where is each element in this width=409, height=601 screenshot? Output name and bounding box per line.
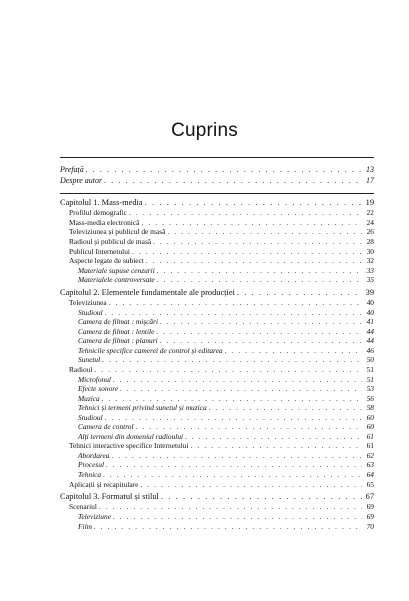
toc-entry-page: 46 xyxy=(366,345,374,355)
toc-entry-page: 13 xyxy=(366,165,374,174)
toc-entry-page: 56 xyxy=(366,393,374,403)
toc-entry xyxy=(60,346,374,356)
toc-entry xyxy=(60,237,374,247)
toc-entry xyxy=(60,422,374,432)
toc-entry-label: Aspecte legate de subiect xyxy=(69,256,144,266)
dot-leader xyxy=(156,327,362,337)
toc-entry-label: Mass-media electronică xyxy=(69,217,140,227)
toc-entry-label: Studioul xyxy=(78,307,103,317)
toc-entry-page: 40 xyxy=(366,307,374,317)
toc-entry xyxy=(60,355,374,365)
toc-entry-page: 62 xyxy=(366,450,374,460)
toc-entry-page: 17 xyxy=(366,176,374,185)
dot-leader xyxy=(237,288,362,298)
toc-entry xyxy=(60,266,374,276)
dot-leader xyxy=(129,208,362,218)
divider-middle xyxy=(60,193,374,194)
toc-entry-page: 41 xyxy=(366,317,374,327)
toc-entry xyxy=(60,298,374,308)
toc-entry xyxy=(60,480,374,490)
toc-entry-page: 50 xyxy=(366,355,374,365)
dot-leader xyxy=(105,308,362,318)
toc-entry xyxy=(60,275,374,285)
front-matter-list xyxy=(60,164,374,186)
toc-entry xyxy=(60,384,374,394)
toc-entry-page: 28 xyxy=(366,237,374,247)
toc-entry-page: 26 xyxy=(366,227,374,237)
dot-leader xyxy=(113,512,362,522)
toc-entry-label: Microfonul xyxy=(78,374,111,384)
dot-leader xyxy=(86,164,362,175)
chapter-heading xyxy=(60,492,374,502)
toc-entry-page: 35 xyxy=(366,275,374,285)
toc-entry-label: Radioul și publicul de masă xyxy=(69,237,152,247)
chapter-heading xyxy=(60,288,374,298)
toc-entry-label: Efecte sonore xyxy=(78,384,119,394)
toc-entry-page: 24 xyxy=(366,217,374,227)
toc-entry-label: Tehnicile specifice camerei de control și editarea xyxy=(78,345,223,355)
toc-entry-page: 63 xyxy=(366,460,374,470)
toc-entry-label: Tehnica xyxy=(78,470,102,479)
dot-leader xyxy=(225,346,362,356)
toc-entry-label: Capitolul 2. Elementele fundamentale ale producției xyxy=(60,287,235,297)
dot-leader xyxy=(109,298,362,308)
toc-entry-label: Tehnici și termeni privind sunetul și muzica xyxy=(78,403,207,413)
dot-leader xyxy=(157,275,362,285)
toc-entry-page: 22 xyxy=(366,208,374,218)
dot-leader xyxy=(94,365,362,375)
toc-entry xyxy=(60,327,374,337)
toc-entry-page: 33 xyxy=(366,265,374,275)
toc-entry-label: Muzica xyxy=(78,393,100,403)
dot-leader xyxy=(104,175,362,186)
dot-leader xyxy=(103,470,362,480)
toc-entry-label: Abordarea xyxy=(78,450,110,460)
toc-entry-page: 64 xyxy=(366,470,374,479)
dot-leader xyxy=(105,413,362,423)
toc-entry xyxy=(60,227,374,237)
dot-leader xyxy=(157,266,362,276)
toc-entry xyxy=(60,512,374,522)
toc-entry xyxy=(60,317,374,327)
dot-leader xyxy=(146,256,362,266)
toc-entry xyxy=(60,432,374,442)
toc-entry-label: Despre autor xyxy=(60,176,103,185)
toc-entry-page: 69 xyxy=(366,502,374,512)
toc-entry-label: Alți termeni din domeniul radioului xyxy=(78,431,184,441)
toc-entry xyxy=(60,256,374,266)
toc-entry-page: 67 xyxy=(365,492,374,502)
toc-entry xyxy=(60,502,374,512)
toc-entry-label: Sunetul xyxy=(78,355,101,365)
dot-leader xyxy=(160,317,362,327)
toc-entry-label: Camera de filmat : lentile xyxy=(78,326,155,336)
dot-leader xyxy=(113,375,362,385)
toc-entry-label: Camera de control xyxy=(78,422,134,432)
dot-leader xyxy=(94,522,362,532)
toc-entry-label: Scenariul xyxy=(69,502,97,512)
toc-entry-page: 30 xyxy=(366,246,374,256)
toc-entry-page: 53 xyxy=(366,384,374,394)
dot-leader xyxy=(167,227,362,237)
chapter-heading xyxy=(60,198,374,208)
dot-leader xyxy=(106,460,362,470)
toc-entry xyxy=(60,308,374,318)
toc-entry xyxy=(60,413,374,423)
toc-entry-label: Film xyxy=(78,521,92,531)
toc-entry-label: Publicul Internetului xyxy=(69,246,130,256)
toc-entry xyxy=(60,375,374,385)
toc-entry xyxy=(60,208,374,218)
toc-entry xyxy=(60,164,374,175)
toc-entry-page: 51 xyxy=(366,374,374,384)
toc-entry xyxy=(60,522,374,532)
toc-entry-page: 40 xyxy=(366,298,374,308)
toc-entry xyxy=(60,451,374,461)
toc-entry-page: 58 xyxy=(366,403,374,413)
dot-leader xyxy=(140,480,362,490)
toc-entry xyxy=(60,460,374,470)
toc-entry xyxy=(60,394,374,404)
dot-leader xyxy=(145,198,362,208)
dot-leader xyxy=(102,355,362,365)
toc-entry-label: Prefață xyxy=(60,165,84,174)
toc-entry-label: Capitolul 1. Mass-media xyxy=(60,198,143,207)
toc-entry-label: Materialele controversate xyxy=(78,275,155,285)
toc-entry-label: Capitolul 3. Formatul și stilul xyxy=(60,492,159,502)
toc-entry-page: 32 xyxy=(366,256,374,266)
toc-entry-page: 60 xyxy=(366,412,374,422)
dot-leader xyxy=(141,218,362,228)
dot-leader xyxy=(99,502,362,512)
toc-entry xyxy=(60,470,374,480)
dot-leader xyxy=(185,432,362,442)
page-title: Cuprins xyxy=(171,120,238,141)
dot-leader xyxy=(111,451,362,461)
toc-entry-label: Profilul demografic xyxy=(69,208,128,218)
toc-entry xyxy=(60,247,374,257)
dot-leader xyxy=(102,394,362,404)
toc-entry-label: Radioul xyxy=(69,364,93,374)
toc-entry-label: Televiziune xyxy=(78,512,111,522)
toc-entry-label: Camera de filmat : planuri xyxy=(78,336,158,346)
toc-entry xyxy=(60,336,374,346)
dot-leader xyxy=(136,422,362,432)
toc-entry-page: 61 xyxy=(366,441,374,451)
toc-entry-page: 51 xyxy=(366,364,374,374)
toc-entry xyxy=(60,403,374,413)
dot-leader xyxy=(120,384,362,394)
dot-leader xyxy=(209,403,362,413)
toc-entry xyxy=(60,175,374,186)
toc-entry-page: 70 xyxy=(366,521,374,531)
toc-entry-page: 19 xyxy=(365,198,374,207)
toc-entry-label: Aplicații și recapitulare xyxy=(69,479,139,489)
toc-entry xyxy=(60,365,374,375)
dot-leader xyxy=(153,237,362,247)
toc-entry-label: Procesul xyxy=(78,460,104,470)
toc-entry-page: 60 xyxy=(366,422,374,432)
table-of-contents xyxy=(60,198,374,531)
toc-entry-page: 44 xyxy=(366,326,374,336)
toc-entry xyxy=(60,218,374,228)
dot-leader xyxy=(191,441,362,451)
toc-entry-label: Studioul xyxy=(78,412,103,422)
toc-entry-label: Materiale supuse cenzurii xyxy=(78,265,155,275)
dot-leader xyxy=(132,247,362,257)
toc-entry-page: 39 xyxy=(365,287,374,297)
toc-entry-label: Televiziunea xyxy=(69,298,107,308)
toc-entry-page: 69 xyxy=(366,512,374,522)
toc-entry-page: 44 xyxy=(366,336,374,346)
dot-leader xyxy=(160,336,362,346)
toc-entry-label: Camera de filmat : mișcări xyxy=(78,317,159,327)
toc-entry xyxy=(60,441,374,451)
divider-top xyxy=(60,157,374,158)
toc-entry-page: 65 xyxy=(366,479,374,489)
toc-entry-label: Tehnici interactive specifice Internetului xyxy=(69,441,189,451)
toc-entry-label: Televiziunea și publicul de masă xyxy=(69,227,166,237)
dot-leader xyxy=(161,492,362,502)
toc-entry-page: 61 xyxy=(366,431,374,441)
